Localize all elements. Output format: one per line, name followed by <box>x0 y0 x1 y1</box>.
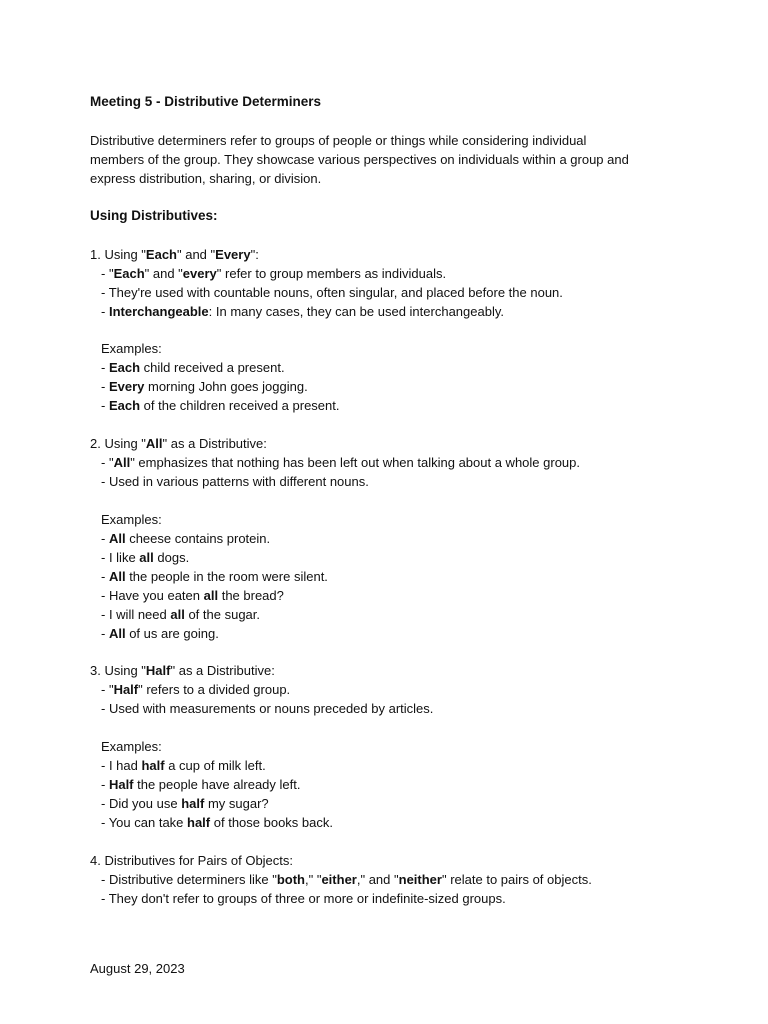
examples-label: Examples: <box>101 512 162 527</box>
bold-term: Half <box>145 663 171 678</box>
example-item <box>101 605 260 624</box>
example-item <box>101 358 285 377</box>
bullet-point <box>101 870 592 889</box>
bold-term: All <box>108 531 126 546</box>
text-segment: child received a present. <box>140 360 285 375</box>
bold-term: half <box>181 796 205 811</box>
example-item <box>101 813 333 832</box>
example-item <box>101 756 266 775</box>
bold-term: Each <box>145 247 177 262</box>
bullet-point <box>101 699 433 718</box>
text-segment: - <box>101 360 109 375</box>
intro-line: members of the group. They showcase various perspectives on individuals within a group and <box>90 152 629 167</box>
bold-term: every <box>182 266 217 281</box>
text-segment: 4. Distributives for Pairs of Objects: <box>90 853 294 868</box>
text-segment: ," and " <box>356 872 399 887</box>
bold-term: Every <box>215 247 251 262</box>
text-segment: - Did you use <box>101 796 182 811</box>
bullet-point <box>101 302 504 321</box>
bold-term: All <box>108 626 126 641</box>
text-segment: - I like <box>101 550 140 565</box>
text-segment: - They don't refer to groups of three or more or indefinite-sized groups. <box>101 891 506 906</box>
examples-label: Examples: <box>101 739 162 754</box>
example-item <box>101 377 308 396</box>
example-item <box>101 586 284 605</box>
bold-term: half <box>187 815 211 830</box>
bold-term: Each <box>113 266 145 281</box>
text-segment: " emphasizes that nothing has been left out when talking about a whole group. <box>130 455 580 470</box>
section-heading <box>90 434 267 453</box>
bullet-point <box>101 472 369 491</box>
section-heading <box>90 661 275 680</box>
text-segment: - They're used with countable nouns, often singular, and placed before the noun. <box>101 285 563 300</box>
bold-term: all <box>170 607 185 622</box>
text-segment: - <box>101 569 109 584</box>
text-segment: of those books back. <box>210 815 333 830</box>
text-segment: - <box>101 777 109 792</box>
text-segment: of us are going. <box>125 626 219 641</box>
text-segment: - I will need <box>101 607 171 622</box>
examples-label: Examples: <box>101 341 162 356</box>
text-segment: - <box>101 398 109 413</box>
text-segment: " as a Distributive: <box>162 436 267 451</box>
text-segment: cheese contains protein. <box>125 531 271 546</box>
text-segment: a cup of milk left. <box>164 758 266 773</box>
example-item <box>101 624 219 643</box>
example-item <box>101 567 328 586</box>
text-segment: morning John goes jogging. <box>144 379 308 394</box>
bold-term: all <box>139 550 154 565</box>
text-segment: of the sugar. <box>184 607 261 622</box>
bold-term: Each <box>108 360 141 375</box>
example-item <box>101 794 269 813</box>
bold-term: Half <box>108 777 134 792</box>
section-heading <box>90 851 293 870</box>
text-segment: " and " <box>144 266 183 281</box>
section-subheading: Using Distributives: <box>90 208 218 223</box>
text-segment: - " <box>101 682 114 697</box>
bold-term: All <box>108 569 126 584</box>
bold-term: All <box>113 455 131 470</box>
text-segment: - Used in various patterns with different nouns. <box>101 474 369 489</box>
text-segment: " relate to pairs of objects. <box>441 872 592 887</box>
bullet-point <box>101 889 506 908</box>
text-segment: ," " <box>305 872 322 887</box>
bold-term: Every <box>108 379 145 394</box>
text-segment: - <box>101 531 109 546</box>
bullet-point <box>101 680 290 699</box>
intro-line: Distributive determiners refer to groups of people or things while considering individual <box>90 133 587 148</box>
text-segment: - <box>101 304 109 319</box>
section-heading <box>90 245 259 264</box>
bullet-point <box>101 264 446 283</box>
text-segment: " refers to a divided group. <box>138 682 291 697</box>
text-segment: the bread? <box>218 588 284 603</box>
bold-term: All <box>145 436 163 451</box>
text-segment: - I had <box>101 758 142 773</box>
example-item <box>101 775 300 794</box>
text-segment: - " <box>101 455 114 470</box>
bold-term: half <box>141 758 165 773</box>
text-segment: " as a Distributive: <box>170 663 275 678</box>
text-segment: - Have you eaten <box>101 588 204 603</box>
text-segment: the people in the room were silent. <box>125 569 328 584</box>
text-segment: the people have already left. <box>133 777 301 792</box>
bold-term: Each <box>108 398 141 413</box>
text-segment: ": <box>250 247 259 262</box>
text-segment: - Distributive determiners like " <box>101 872 277 887</box>
text-segment: 2. Using " <box>90 436 146 451</box>
text-segment: 3. Using " <box>90 663 146 678</box>
bold-term: all <box>203 588 219 603</box>
document-title: Meeting 5 - Distributive Determiners <box>90 94 322 109</box>
document-date: August 29, 2023 <box>90 961 185 976</box>
example-item <box>101 548 189 567</box>
bold-term: either <box>321 872 357 887</box>
bold-term: neither <box>398 872 442 887</box>
text-segment: - " <box>101 266 114 281</box>
example-item <box>101 529 270 548</box>
bullet-point <box>101 283 563 302</box>
text-segment: dogs. <box>153 550 190 565</box>
text-segment: - You can take <box>101 815 188 830</box>
text-segment: - Used with measurements or nouns preceded by articles. <box>101 701 434 716</box>
text-segment: of the children received a present. <box>140 398 340 413</box>
text-segment: - <box>101 379 109 394</box>
text-segment: : In many cases, they can be used interchangeably. <box>208 304 504 319</box>
bold-term: both <box>276 872 305 887</box>
bullet-point <box>101 453 580 472</box>
example-item <box>101 396 339 415</box>
bold-term: Interchangeable <box>108 304 209 319</box>
text-segment: 1. Using " <box>90 247 146 262</box>
text-segment: - <box>101 626 109 641</box>
text-segment: " and " <box>177 247 216 262</box>
text-segment: my sugar? <box>204 796 269 811</box>
bold-term: Half <box>113 682 139 697</box>
text-segment: " refer to group members as individuals. <box>216 266 447 281</box>
intro-line: express distribution, sharing, or division. <box>90 171 322 186</box>
